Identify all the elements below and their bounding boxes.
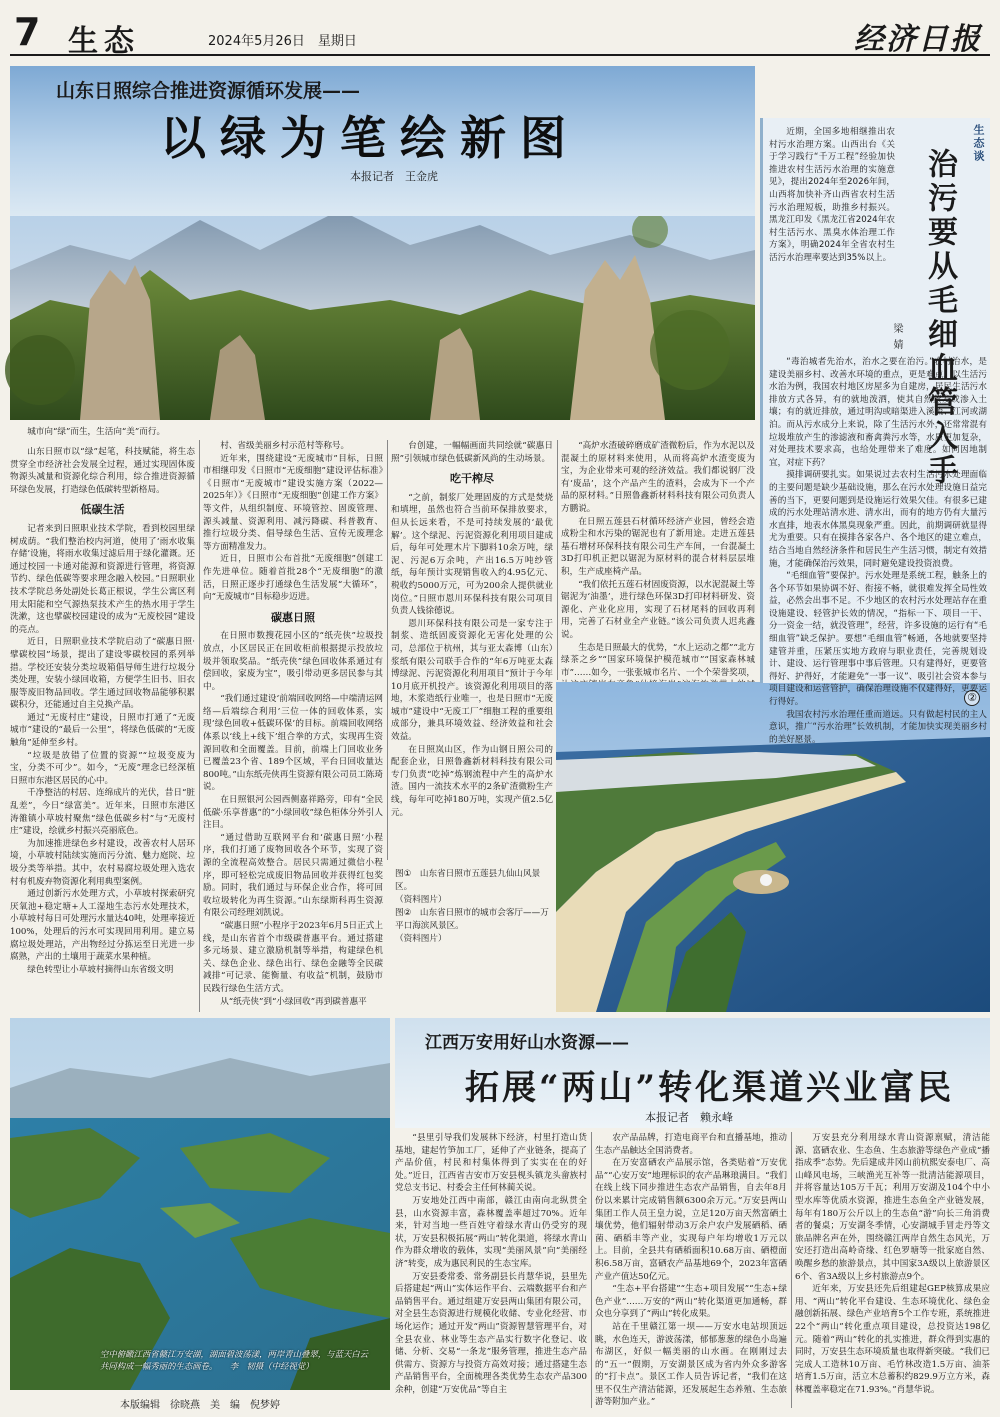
edition-credit: 本版编辑 徐晓燕 美 编 倪梦婷 <box>120 1400 280 1411</box>
lake-photo <box>10 1018 390 1390</box>
column-divider <box>387 440 388 860</box>
paragraph: 图② 山东省日照市的城市会客厅——万平口海滨风景区。 <box>395 908 549 931</box>
paragraph: 从“纸壳侠”到“小绿回收”再到碳普惠平 <box>220 996 367 1007</box>
top-article-column-2 <box>203 440 383 1012</box>
top-article-column-4 <box>561 440 755 680</box>
paragraph: 记者来到日照职业技术学院，看到校园里绿树成荫。“我们整治校内河道，使用了‘雨水收集存储’设施，将雨水收集过滤后用于绿化灌溉。还通过校园一卡通对能源和资源进行管理，将资源节约、绿色低碳等要求理念融入校园。”日照职业技术学院总务处副处长葛正根说，学生公寓区利用太阳能和空气源热泵技术产生的热水用于学生洗漱，这也擘碳校园建设的成为“无废校园”建设的亮点。 <box>10 523 195 635</box>
paragraph: 近日，日照职业技术学院启动了“碳惠日照·擘碳校园”场景，提出了建设零碳校园的系列举措。学校还安装分类垃圾箱倡导师生进行垃圾分类处理，安装小绿回收箱，方便学生旧书、旧衣服等废旧物品回收。学生通过回收物品能够积累碳积分，还能通过自主兑换产品。 <box>10 637 195 711</box>
section-title: 生态 <box>68 24 140 59</box>
paragraph: 图① 山东省日照市五莲县九仙山风景区。 <box>395 869 541 892</box>
top-article-column-3 <box>391 440 553 860</box>
commentary-text-top <box>769 126 895 356</box>
top-article-header <box>10 66 755 216</box>
paragraph: “县里引导我们发展林下经济，村里打造山货基地，建起竹笋加工厂，延伸了产业链条，提高了产品价值，村民和村集体得到了实实在在的好处。”近日，江西省吉安市万安县枧头镇龙头畲族村党总支书记、村委会主任何林蔺关说。 <box>395 1133 587 1194</box>
paragraph: “生态+平台搭建”“生态+项目发展”“生态+绿色产业”……万安的“两山”转化渠道更加通畅，群众也分享到了“两山”转化成果。 <box>595 1284 787 1320</box>
paragraph: 近日，日照市公布首批“无废细胞”创建工作先进单位。随着首批28个“无废细胞”的激活，日照正逐步打通绿色生活发展“大循环”，向“无废城市”目标稳步迈进。 <box>203 554 383 603</box>
paragraph: 在万安富硒农产品展示馆，各类贴着“万安优品”“心安万安”地理标识的农产品琳琅满目。“我们在线上线下同步推进生态农产品销售，自去年8月份以来累计完成销售额6300余万元。”万安县两山集团工作人员王皇力说，立足120万亩天然富硒土壤优势，他们辐射带动3万余户农户发展硒稻、硒菌、硒稻丰等产业，实现每户年均增收1万元以上。目前，全县共有硒稻面积10.68万亩、硒橙面积6.58万亩，富硒农产品基地69个，2023年富硒产业产值达50亿元。 <box>595 1158 787 1282</box>
paragraph: 绿色转型让小草坡村摘得山东省级文明 <box>27 964 174 975</box>
subheading: 碳惠日照 <box>271 610 315 624</box>
paragraph: 近期，全国多地相继推出农村污水治理方案。山西出台《关于学习践行“千万工程”经验加快推进农村生活污水治理的实施意见》，提出2024年至2026年间，山西将加快补齐山西省农村生活污水治理短板，助推乡村振兴。黑龙江印发《黑龙江省2024年农村生活污水、黑臭水体治理工作方案》，明确2024年全省农村生活污水治理率要达到35%以上。 <box>769 127 895 263</box>
bottom-article-byline: 本报记者 赖永峰 <box>645 1111 733 1124</box>
paragraph: 在日照市数搜花园小区的“纸壳侠”垃圾投放点，小区居民正在回收柜前根据提示投放垃圾并领取奖品。“纸壳侠”绿色回收体系通过有偿回收，家废为宝”，吸引带动更多居民参与其中。 <box>203 631 383 692</box>
top-article-byline: 本报记者 王金虎 <box>350 170 438 183</box>
bottom-article-column-2 <box>595 1132 787 1408</box>
bottom-article-kicker: 江西万安用好山水资源—— <box>425 1033 629 1053</box>
commentary-author: 梁婧 <box>891 323 902 355</box>
commentary-box <box>760 118 990 745</box>
top-article-headline: 以绿为笔绘新图 <box>160 111 580 165</box>
paragraph: 近年来，万安县还先后组建起GEP核算成果应用、“两山”转化平台建设、生态环境优化、绿色金融创新拓展、绿色产业培育5个工作专班，系统推进22个“两山”转化重点项目建设，总投资达198亿元。随着“两山”转化的扎实推进，群众得到实惠的同时，万安县生态环境质量也取得新突破。“我们已完成人工造林10万亩、毛竹林改造1.5万亩、油茶培育1.5万亩，活立木总蓄积约829.9万立方米，森林覆盖率稳定在71.93%。”肖慧华说。 <box>795 1284 990 1395</box>
bottom-article-header <box>395 1018 990 1128</box>
bottom-article-column-1 <box>395 1132 587 1408</box>
column-divider <box>791 1132 792 1408</box>
paragraph: 山东日照市以“绿”起笔，科技赋能，将生态贯穿全市经济社会发展全过程，通过实现固体废物源头减量和资源化综合利用，综合推进资源循环绿色发展，打造绿色低碳转型新格局。 <box>10 447 195 495</box>
column-divider <box>591 1132 592 1408</box>
column-divider <box>199 440 200 1012</box>
paragraph: 在日照银河公园西侧嘉祥路旁，印有“全民低碳·乐享普惠”的“小绿回收”绿色柜体分外引人注目。 <box>203 795 383 831</box>
paragraph: 通过“无废村庄”建设，日照市打通了“无废城市”建设的“最后一公里”，将绿色低碳的“无废触角”延伸至乡村。 <box>10 712 195 749</box>
commentary-text-body <box>769 356 987 745</box>
photo-number-2: ② <box>964 690 980 706</box>
paragraph: “毒治城者先治水，治水之要在治污。”农村治水，是建设美丽乡村、改善水环境的重点，更是难点。以生活污水治为例，我国农村地区房屋多为自建房，居民生活污水排放方式各异，有的就地泼洒，使其自然蒸发或渗入土壤；有的就近排放，通过明沟或暗渠进入溪流、江河或湖泊。而从污水成分上来说，除了生活污水外，还常常混有垃圾堆放产生的渗滤液和畜禽粪污水等，水质更加复杂，对处理技术要求高，也给处理带来了难度。如何因地制宜，对症下药？ <box>769 357 987 468</box>
newspaper-logo: 经济日报 <box>854 22 982 57</box>
column-divider <box>557 440 558 680</box>
commentary-title: 治污要从毛细血管入手 <box>922 148 957 488</box>
paragraph: 我国农村污水治理任重而道远。只有做起村民的主人意识，推广“污水治理”长效机制，才能加快实现美丽乡村的美好愿景。 <box>769 709 987 745</box>
bottom-article-column-3 <box>795 1132 990 1408</box>
paragraph: “我们通过建设‘前端回收网络—中端清运网络—后端综合利用’三位一体的回收体系，实现‘绿色回收+低碳环保’的目标。前端回收网络体系以‘线上+线下’组合拳的方式，实现再生资源回收和全面覆盖。目前，前端上门回收业务已覆盖23个省、189个区域，平台日回收量达800吨。”山东纸壳侠再生资源有限公司员工陈琦说。 <box>203 694 383 793</box>
lake-scene-illustration <box>10 1018 390 1390</box>
paragraph: 为加速推进绿色乡村建设，改善农村人居环境，小草坡村陆续实施而污分流、魅力庭院、垃圾分类等举措。其中，农村易腐垃圾处理入选农村有机废弃物资源化利用典型案例。 <box>10 838 195 887</box>
paragraph: “碳惠日照”小程序于2023年6月5日正式上线，是山东省首个市级碳普惠平台。通过搭建多元场景、建立激励机制等举措，构建绿色机关、绿色企业、绿色出行、绿色金融等全民碳减排“可记录、能衡量、有收益”机制，鼓励市民践行绿色生活方式。 <box>203 920 383 994</box>
paragraph: 万安县委常委、常务副县长肖慧华说，县里先后搭建起“两山”实体运作平台、云端数据平台和产品销售平台。通过组建万安县两山集团有限公司，对全县生态资源进行规模化收储、专业化经营、市场化运作；通过开发“两山”资源智慧管理平台，对全县农业、林业等生态产品实行数字化登记、收储、分析、交易“一条龙”服务管理，推进生态产品供需方、资源方与投资方高效对接；通过搭建生态产品销售平台，全面梳理各类优势生态农产品300余种，创建“万安优品”等自主 <box>395 1271 587 1395</box>
subheading: 吃干榨尽 <box>450 472 494 486</box>
paragraph: 近年来，围绕建设“无废城市”目标，日照市相继印发《日照市“无废细胞”建设评估标准》《日照市“无废城市”建设实施方案（2022—2025年）》《日照市“无废细胞”创建工作方案》等文件，从组织制度、环境管控、固废管理、源头减量、资源利用、减污降碳、科普教育、推行垃圾分类、倡导绿色生活、宣传无废理念等方面精准发力。 <box>203 453 383 552</box>
paragraph: 在日照岚山区，作为山钢日照公司的配套企业，日照鲁鑫新材料科技有限公司专门负责“吃掉”炼钢流程中产生的高炉水渣。国内一流技术水平的2条矿渣微粉生产线，每年可吃掉180万吨，实现产值2.5亿元。 <box>391 744 553 818</box>
paragraph: 万安县充分利用绿水青山资源禀赋，清洁能源、富硒农业、生态鱼、生态旅游等绿色产业成“播指成季”态势。先后建成井冈山前杭熙安泰电厂、高山峰风电场，三峡渔光互补等一批清洁能源项目，并将容量达105万千瓦；利用万安湖及104个中小型水库等优质水资源，推进生态鱼全产业链发展，每年有180万公斤以上的生态鱼“游”向长三角消费者的餐桌；万安湖冬季情，心安湖城手冒走丹等文旅品牌名声在外，围绕赣江两岸自然生态风光，万安还打造出高岭奇缘、红色罗塘等一批家庭自然、唤醒乡愁的旅游景点，其中国家3A级以上旅游景区6个、省3A级以上乡村旅游点9个。 <box>795 1133 990 1282</box>
lake-photo-caption: 空中俯瞰江西省赣江万安湖，湖面碧波荡漾，两岸青山叠翠，与蓝天白云共同构成一幅秀丽的生态画卷。 李 韧摄（中经视觉） <box>100 1349 368 1371</box>
commentary-badge: 生态谈 <box>972 124 985 163</box>
paragraph: 在日照五莲县石材循环经济产业园，曾经会造成粉尘和水污染的锯泥也有了新用途。走进五莲县基石增材环保科技有限公司生产车间，一台混凝土3D打印机正把以锯泥为原材料的混合材料层层堆积，生产成座椅产品。 <box>561 516 755 577</box>
subheading: 低碳生活 <box>80 503 125 517</box>
paragraph: “垃圾是放错了位置的资源”“垃圾变废为宝，分类不可少”。如今，“无废”理念已经深植日照市东港区居民的心中。 <box>10 750 195 786</box>
masthead <box>10 8 990 59</box>
paragraph: “高炉水渣破碎磨成矿渣微粉后，作为水泥以及混凝土的原材料来使用，从而将高炉水渣变废为宝，为企业带来可观的经济效益。我们都说钢厂没有‘废品’，这个产品产生的渣料，会成为下一个产品的原材料。”日照鲁鑫新材料科技有限公司负责人方鹏说。 <box>561 441 755 514</box>
top-article-kicker: 山东日照综合推进资源循环发展—— <box>56 80 361 102</box>
paragraph: （资料图片） <box>395 895 447 905</box>
issue-date: 2024年5月26日 星期日 <box>208 34 357 49</box>
paragraph: 通过创新污水处理方式，小草坡村探索研究厌氧池+稳定塘+人工湿地生态污水处理技术，小草坡村每日可处理污水量达40吨，处理率接近100%，处理后的污水可实现回用利用。建立易腐垃圾处理站，产出物经过分拣运至日光进一步腐熟，产出的土壤用于蔬菜水果种植。 <box>10 889 195 963</box>
paragraph: 村、省级美丽乡村示范村等称号。 <box>220 441 350 451</box>
paragraph: 站在千里赣江第一坝——万安水电站坝顶远眺，水色连天，游波荡漾，郁郁葱葱的绿色小岛遍布湖区，好似一幅美丽的山水画。在刚刚过去的“五一”假期，万安湖景区成为省内外众多游客的“打卡点”。景区工作人员告诉记者，“我们在这里不仅生产清洁能源，还发展起生态养殖、生态旅游等附加产业。” <box>595 1321 787 1408</box>
top-article-intro: 城市向“绿”而生，生活向“美”而行。 <box>27 427 166 437</box>
paragraph: 农产品品牌，打造电商平台和直播基地，推动生态产品触达全国消费者。 <box>595 1133 787 1156</box>
paragraph: （资料图片） <box>395 934 447 944</box>
photo-captions <box>395 868 553 960</box>
paragraph: 千净整洁的村居、连绵成片的光伏，昔日“脏乱差”，今日“绿富美”。近年来，日照市东港区涛雒镇小草坡村聚焦“绿色低碳乡村”与“无废村庄”建设，绘就乡村振兴亮丽底色。 <box>10 788 195 837</box>
top-article-column-1 <box>10 446 195 1012</box>
paragraph: “我们依托五莲石材固废资源，以水泥混凝土等锯泥为‘油墨’，进行绿色环保3D打印材料研发、资源化、产业化应用，实现了石材尾料的回收再利用，完善了石材业全产业链。”该公司负责人迟兆鑫说。 <box>561 579 755 640</box>
paragraph: 恩川环保科技有限公司是一家专注于制浆、造纸固废资源化无害化处理的公司，总部位于杭州，其与亚太森博（山东）浆纸有限公司联手合作的“年6万吨亚太森博绿泥、污泥资源化利用项目”预计于今年10月底开机投产。该资源化利用项目的落地，木浆造纸行业唯一，也是日照市“无废城市”建设中“无废工厂”细胞工程的重要组成部分，兼具环境效益、经济效益和社会效益。 <box>391 618 553 743</box>
paragraph: 万安地处江西中南部，赣江由南向北纵贯全县，山水资源丰富，森林覆盖率超过70%。近年来，针对当地一些百姓守着绿水青山仍受穷的现状，万安县积极拓展“两山”转化渠道，将绿水青山作为群众增收的载体，实现“美丽风景”向“美丽经济”转变，成为惠民利民的生态宝库。 <box>395 1195 587 1269</box>
paragraph: 台创建，一幅幅画面共同绘就“碳惠日照”引领城市绿色低碳新风尚的生动场景。 <box>391 441 553 464</box>
paragraph: “之前，制浆厂处理固废的方式是焚烧和填埋，虽然也符合当前环保排放要求，但从长远来看，不是可持续发展的‘最优解’。这个绿泥、污泥资源化利用项目建成后，每年可处理木片下脚料10余万吨，绿泥、污泥6万余吨，产出16.5万吨纱管纸，每年预计实现销售收入约4.95亿元、税收约5000万元，可为200余人提供就业岗位。”日照市恩川环保科技有限公司项目负责人钱徐德说。 <box>391 492 553 617</box>
paragraph: “毛细血管”要保护。污水处理是系统工程，触条上的各个环节如果协调不好、衔接不畅，就很难发挥全局性效益，必然会出事不足。不少地区的农村污水处理站存在重设施建设、轻管护长效的情况，“指标一下、项目一干、分一资金一结，就没管理”，经营，许多设施的运行有“毛细血管”缺乏保护。要想“毛细血管”畅通，各地就要坚持建管并重，压紧压实地方政府与职业责任，完善规划设计、建设、运行管理事中事后管理。只有建得好，更要管得好、护得好，才能避免“一事一议”、吸引社会资本参与项目建设和运营管护，确保治理设施不仅建得好，更要运行得好。 <box>769 571 987 708</box>
page-number: 7 <box>14 10 41 54</box>
paragraph: 摸排调研要扎实。如果说过去农村生活污水处理面临的主要问题是缺少基础设施，那么在污水处理设施日益完善的当下，更要问题到是设施运行效果欠佳。有很多已建成的污水处理站清水进、清水出，而有的地方仍有大量污水直排，地表水体黑臭现象严重。因此，前期调研就显得尤为重要。只有在摸排各家各户、各个地区的建立难点，结合当地自然经济条件和居民生产生活习惯，制定有效措施，才能确保治污效果，同时避免建设投资浪费。 <box>769 470 987 569</box>
bottom-article-headline: 拓展“两山”转化渠道兴业富民 <box>465 1068 955 1108</box>
paragraph: “通过借助互联网平台和‘碳惠日照’小程序，我们打通了废物回收各个环节，实现了资源的全流程高效整合。居民只需通过微信小程序，即可轻松完成废旧物品回收并获得红包奖励。同时，我们通过与环保企业合作，将可回收垃圾转化为再生资源。”山东绿斯科再生资源有限公司经理刘凯说。 <box>203 832 383 919</box>
paragraph: 生态是日照最大的优势，“水上运动之都”“北方绿茶之乡”“国家环境保护模范城市”“国家森林城市”……如今，一张张城市名片、一个个荣誉奖项， <box>561 642 755 678</box>
